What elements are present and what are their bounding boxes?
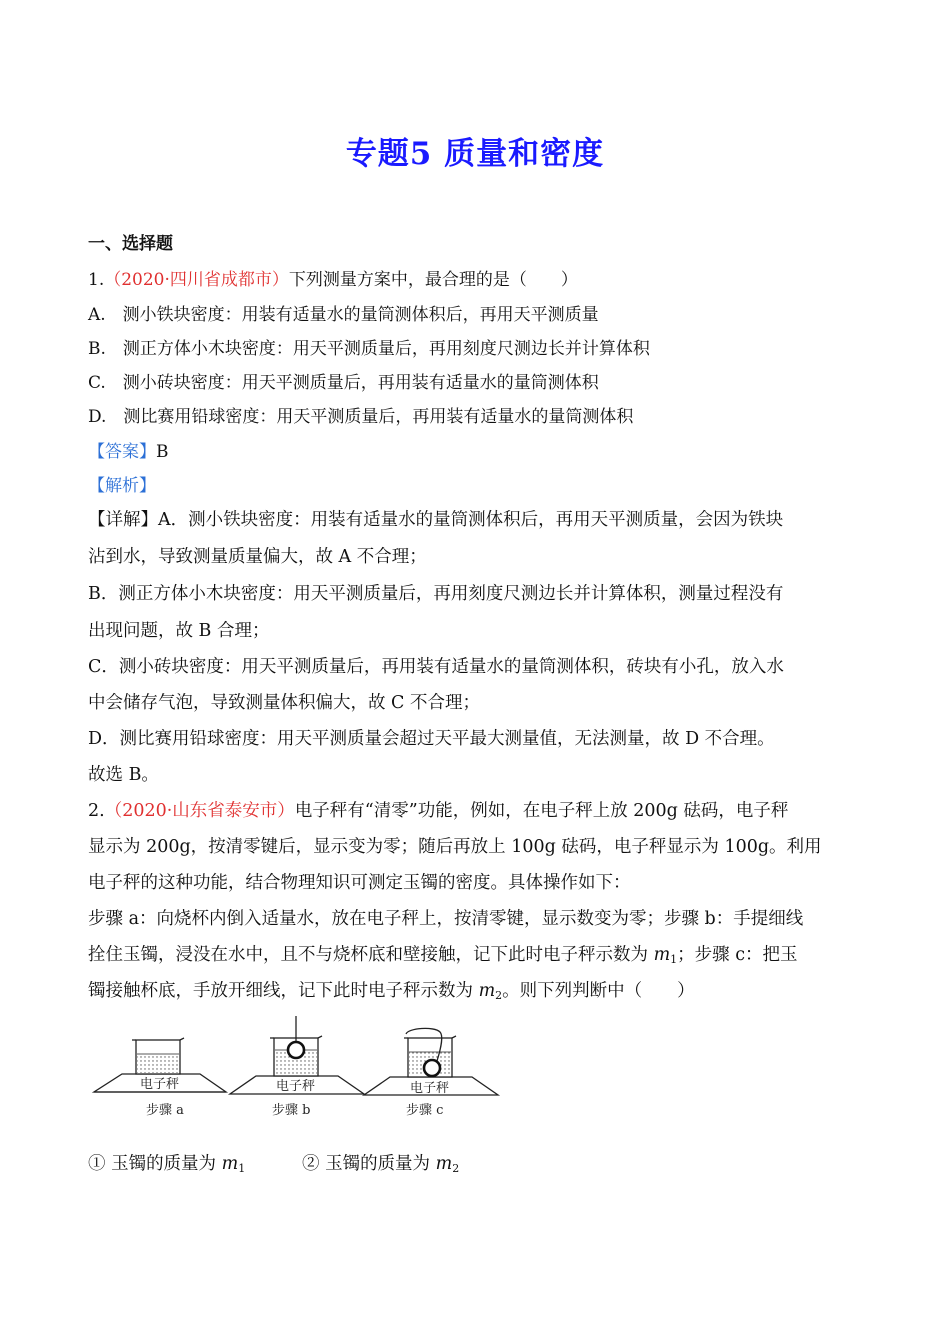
var-m: m [653,945,671,965]
detail-line: 沾到水，导致测量质量偏大，故 A 不合理； [88,547,427,567]
q2-number: 2. [88,801,105,821]
q1-source: （2020·四川省成都市） [104,270,289,290]
experiment-figure [88,1012,508,1126]
q1-option-b: B. 测正方体小木块密度：用天平测质量后，再用刻度尺测边长并计算体积 [88,339,650,359]
q1-option-c: C. 测小砖块密度：用天平测质量后，再用装有适量水的量筒测体积 [88,373,599,393]
q1-number: 1. [88,270,105,290]
answer-tag: 【答案】 [88,442,156,462]
scale-label: 电子秤 [140,1077,180,1092]
q1-question: 下列测量方案中，最合理的是（ ） [288,270,578,290]
step-label: 步骤 a [146,1103,184,1118]
bracelet-icon [424,1060,440,1076]
q2-stem [88,797,788,822]
q1-answer [88,437,169,462]
detail-line: 出现问题，故 B 合理； [88,621,270,641]
detail-line: 故选 B。 [88,765,159,785]
q2-text: 电子秤有“清零”功能，例如，在电子秤上放 200g 砝码，电子秤 [294,801,789,821]
step-label: 步骤 b [272,1103,311,1118]
scale-label: 电子秤 [276,1079,316,1094]
section-heading: 一、选择题 [88,234,173,254]
q2-text-line: 镯接触杯底，手放开细线，记下此时电子秤示数为 $m_2$。则下列判断中（ ） [88,981,695,1002]
q2-text-line: 显示为 200g，按清零键后，显示变为零；随后再放上 100g 砝码，电子秤显示为 100g。利用 [88,837,822,857]
q1-option-d: D. 测比赛用铅球密度：用天平测质量后，再用装有适量水的量筒测体积 [88,407,634,427]
scale-step-a [94,1038,226,1118]
q1-option-a: A. 测小铁块密度：用装有适量水的量筒测体积后，再用天平测质量 [88,305,599,325]
q2-text-line: 步骤 a：向烧杯内倒入适量水，放在电子秤上，按清零键，显示数变为零；步骤 b：手提细线 [88,909,804,929]
answer-value: B [156,442,169,462]
scale-step-c [364,1028,498,1118]
scale-label: 电子秤 [410,1081,450,1096]
detail-line: 【详解】A．测小铁块密度：用装有适量水的量筒测体积后，再用天平测质量，会因为铁块 [88,510,784,530]
analysis-tag: 【解析】 [88,476,156,496]
choice-2: ② 玉镯的质量为 $m_2$ [302,1154,460,1175]
step-label: 步骤 c [406,1103,444,1118]
q1-stem [88,265,578,290]
detail-line: 中会储存气泡，导致测量体积偏大，故 C 不合理； [88,693,481,713]
page-title: 专题5 质量和密度 [345,136,605,172]
scale-step-b [230,1016,364,1118]
choice-1: ① 玉镯的质量为 $m_1$ [88,1154,246,1175]
q2-source: （2020·山东省泰安市） [104,801,295,821]
detail-line: D．测比赛用铅球密度：用天平测质量会超过天平最大测量值，无法测量，故 D 不合理。 [88,729,775,749]
q2-text-line: 电子秤的这种功能，结合物理知识可测定玉镯的密度。具体操作如下： [88,873,631,893]
detail-line: B．测正方体小木块密度：用天平测质量后，再用刻度尺测边长并计算体积，测量过程没有 [88,584,784,604]
q2-text-line: 拴住玉镯，浸没在水中，且不与烧杯底和壁接触，记下此时电子秤示数为 $m_1$；步骤 c：把玉 [88,945,798,966]
detail-line: C．测小砖块密度：用天平测质量后，再用装有适量水的量筒测体积，砖块有小孔，放入水 [88,657,784,677]
var-m: m [478,981,496,1001]
bracelet-icon [288,1042,304,1058]
